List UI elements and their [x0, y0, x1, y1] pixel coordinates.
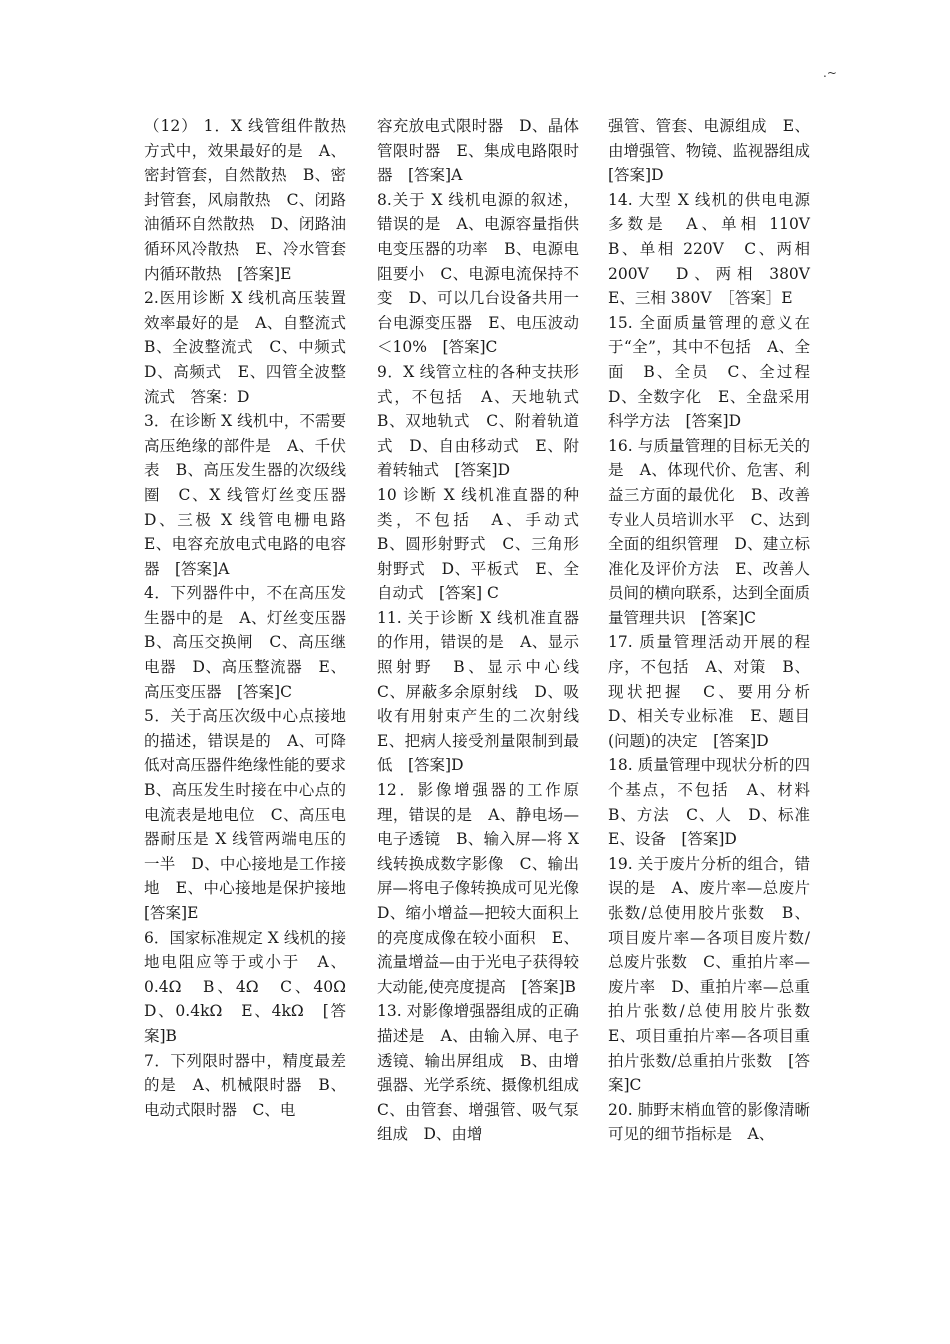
question-7-continued: 容充放电式限时器 D、晶体管限时器 E、集成电路限时器 [答案]A [377, 117, 579, 185]
text-column-3 [608, 114, 826, 1147]
question-16: 16. 与质量管理的目标无关的是 A、体现代价、危害、利益三方面的最优化 B、改善专业人员培训水平 C、达到全面的组织管理 D、建立标准化及评价方法 E、改善人员间的横向联系，达到全面质量管理共识 [答案]C [608, 436, 810, 627]
text-column-1 [144, 114, 362, 1122]
text-column-2 [377, 114, 595, 1147]
question-3: 3．在诊断 X 线机中，不需要高压绝缘的部件是 A、千伏表 B、高压发生器的次级线圈 C、X 线管灯丝变压器 D、三极 X 线管电栅电路 E、电容充放电式电路的电容器 [答案]A [144, 412, 362, 578]
question-4: 4．下列器件中，不在高压发生器中的是 A、灯丝变压器 B、高压交换闸 C、高压继电器 D、高压整流器 E、高压变压器 [答案]C [144, 584, 362, 701]
question-18: 18. 质量管理中现状分析的四个基点，不包括 A、材料 B、方法 C、人 D、标准 E、设备 [答案]D [608, 756, 826, 849]
question-9: 9．X 线管立柱的各种支扶形式，不包括 A、天地轨式 B、双地轨式 C、附着轨道式 D、自由移动式 E、附着转轴式 [答案]D [377, 362, 595, 480]
question-8: 8.关于 X 线机电源的叙述，错误的是 A、电源容量指供电变压器的功率 B、电源电阻要小 C、电源电流保持不变 D、可以几台设备共用一台电源变压器 E、电压波动＜10% [答案]C [377, 190, 579, 357]
question-13: 13. 对影像增强器组成的正确描述是 A、由输入屏、电子透镜、输出屏组成 B、由增强器、光学系统、摄像机组成 C、由管套、增强管、吸气泵组成 D、由增 [377, 1002, 595, 1144]
question-20: 20. 肺野末梢血管的影像清晰可见的细节指标是 A、 [608, 1100, 810, 1144]
question-12: 12．影像增强器的工作原理，错误的是 A、静电场—电子透镜 B、输入屏—将 X 线转换成数字影像 C、输出屏—将电子像转换成可见光像 D、缩小增益—把较大面积上的亮度成像在较小面积 E、流量增益—由于光电子获得较大动能,使亮度提高 [答案]B [377, 781, 595, 996]
question-10: 10 诊断 X 线机准直器的种类，不包括 A、手动式 B、圆形射野式 C、三角形射野式 D、平板式 E、全自动式 [答案] C [377, 485, 595, 603]
question-17: 17. 质量管理活动开展的程序，不包括 A、对策 B、现状把握 C、要用分析 D、相关专业标准 E、题目(问题)的决定 [答案]D [608, 633, 826, 750]
question-2: 2.医用诊断 X 线机高压装置效率最好的是 A、自整流式 B、全波整流式 C、中频式 D、高频式 E、四管全波整流式 答案：D [144, 289, 362, 406]
question-7: 7．下列限时器中，精度最差的是 A、机械限时器 B、电动式限时器 C、电 [144, 1051, 346, 1119]
question-15: 15. 全面质量管理的意义在于“全”，其中不包括 A、全面 B、全员 C、全过程 D、全数字化 E、全盘采用科学方法 [答案]D [608, 313, 826, 431]
question-5: 5．关于高压次级中心点接地的描述，错误是的 A、可降低对高压器件绝缘性能的要求 B、高压发生时接在中心点的电流表是地电位 C、高压电器耐压是 X 线管两端电压的一半 D、中心接地是工作接地 E、中心接地是保护接地 [答案]E [144, 707, 362, 922]
question-1: （12） 1．X 线管组件散热方式中，效果最好的是 A、密封管套，自然散热 B、密封管套，风扇散热 C、闭路油循环自然散热 D、闭路油循环风冷散热 E、冷水管套内循环散热 [答案]E [144, 117, 346, 283]
question-6: 6．国家标准规定 X 线机的接地电阻应等于或小于 A、0.4Ω B、4Ω C、40Ω D、0.4kΩ E、4kΩ [答案]B [144, 928, 362, 1045]
question-13-continued: 强管、管套、电源组成 E、由增强管、物镜、监视器组成 [答案]D [608, 117, 826, 185]
question-11: 11. 关于诊断 X 线机准直器的作用，错误的是 A、显示照射野 B、显示中心线 C、屏蔽多余原射线 D、吸收有用射束产生的二次射线 E、把病人接受剂量限制到最低 [答案]D [377, 608, 595, 775]
question-19: 19. 关于废片分析的组合，错误的是 A、废片率—总废片张数/总使用胶片张数 B、项目废片率—各项目废片数/总废片张数 C、重拍片率—废片率 D、重拍片率—总重拍片张数/总使用胶片张数 E、项目重拍片率—各项目重拍片张数/总重拍片张数 [答案]C [608, 854, 826, 1095]
corner-mark: .~ [823, 66, 837, 80]
question-14: 14. 大型 X 线机的供电电源多数是 A、单相 110V B、单相 220V C、两相 200V D、两相 380V E、三相 380V ［答案］E [608, 190, 826, 308]
